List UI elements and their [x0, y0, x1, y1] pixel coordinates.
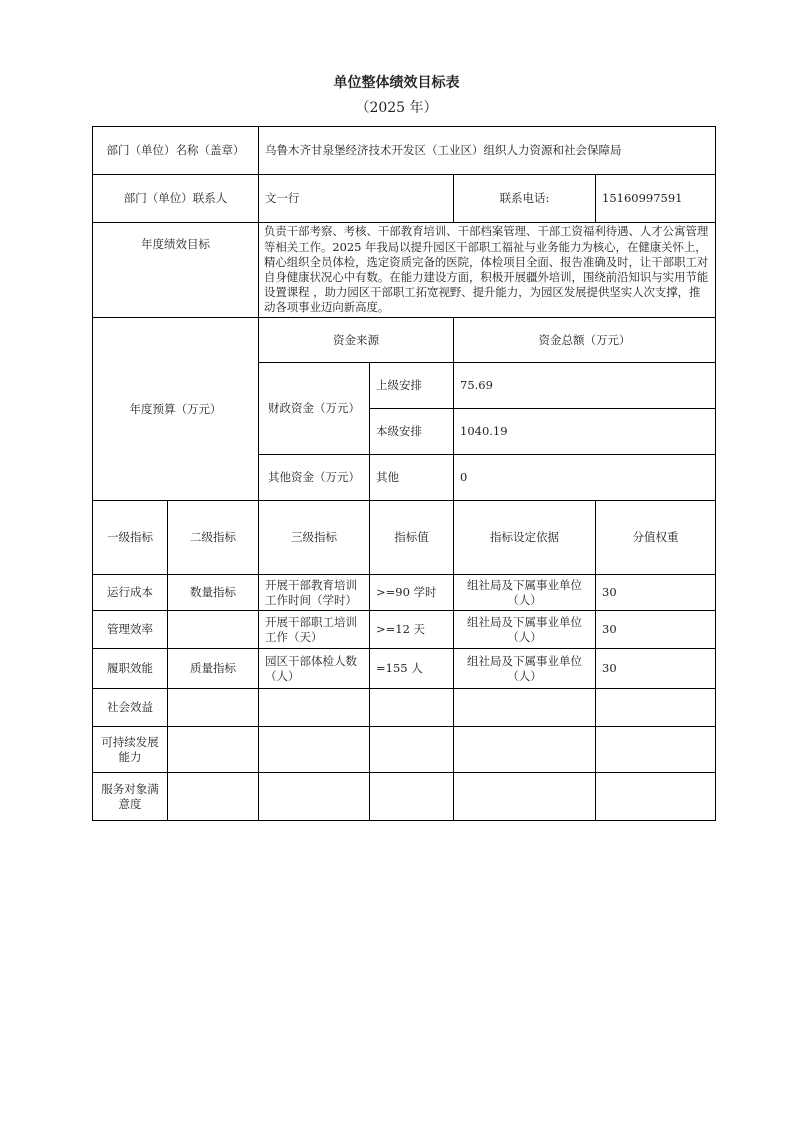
- value-cell: [370, 689, 454, 727]
- basis-cell: [454, 689, 596, 727]
- level3-cell: [259, 773, 370, 821]
- level1-cell: 服务对象满意度: [93, 773, 168, 821]
- page-subtitle-year: （2025 年）: [355, 100, 438, 116]
- indicator-header-level1: 一级指标: [93, 501, 168, 575]
- performance-target-table: [92, 126, 716, 821]
- value-cell: >=12 天: [370, 611, 454, 649]
- table-row: [93, 575, 716, 611]
- goal-label: 年度绩效目标: [93, 223, 259, 318]
- level2-cell: [168, 689, 259, 727]
- level2-cell: 质量指标: [168, 649, 259, 689]
- contact-value: 文一行: [259, 175, 454, 223]
- upper-arrangement-value: 75.69: [454, 363, 716, 409]
- fund-total-header: 资金总额（万元）: [454, 318, 716, 363]
- level2-cell: [168, 773, 259, 821]
- upper-arrangement-label: 上级安排: [370, 363, 454, 409]
- dept-value: 乌鲁木齐甘泉堡经济技术开发区（工业区）组织人力资源和社会保障局: [259, 127, 716, 175]
- dept-label: 部门（单位）名称（盖章）: [93, 127, 259, 175]
- basis-cell: [454, 773, 596, 821]
- phone-value: 15160997591: [596, 175, 716, 223]
- basis-cell: 组社局及下属事业单位（人）: [454, 611, 596, 649]
- level1-cell: 履职效能: [93, 649, 168, 689]
- indicator-header-row: [93, 501, 716, 575]
- fiscal-fund-label: 财政资金（万元）: [259, 363, 370, 455]
- level2-cell: [168, 727, 259, 773]
- basis-cell: 组社局及下属事业单位（人）: [454, 649, 596, 689]
- level2-cell: [168, 611, 259, 649]
- value-cell: >=90 学时: [370, 575, 454, 611]
- indicator-header-level3: 三级指标: [259, 501, 370, 575]
- local-arrangement-value: 1040.19: [454, 409, 716, 455]
- level2-cell: 数量指标: [168, 575, 259, 611]
- value-cell: [370, 727, 454, 773]
- table-row: [93, 689, 716, 727]
- level1-cell: 管理效率: [93, 611, 168, 649]
- weight-cell: [596, 689, 716, 727]
- indicator-header-basis: 指标设定依据: [454, 501, 596, 575]
- local-arrangement-label: 本级安排: [370, 409, 454, 455]
- level1-cell: 社会效益: [93, 689, 168, 727]
- table-row: [93, 649, 716, 689]
- contact-label: 部门（单位）联系人: [93, 175, 259, 223]
- basis-cell: [454, 727, 596, 773]
- other-fund-label: 其他资金（万元）: [259, 455, 370, 501]
- weight-cell: [596, 773, 716, 821]
- fund-source-header: 资金来源: [259, 318, 454, 363]
- basis-cell: 组社局及下属事业单位（人）: [454, 575, 596, 611]
- budget-header-row: [93, 318, 716, 363]
- level1-cell: 可持续发展能力: [93, 727, 168, 773]
- goal-row: [93, 223, 716, 318]
- indicator-header-value: 指标值: [370, 501, 454, 575]
- weight-cell: 30: [596, 611, 716, 649]
- level3-cell: 园区干部体检人数（人）: [259, 649, 370, 689]
- contact-row: [93, 175, 716, 223]
- goal-text: 负责干部考察、考核、干部教育培训、干部档案管理、干部工资福利待遇、人才公寓管理等相关工作。2025 年我局以提升园区干部职工福祉与业务能力为核心，在健康关怀上，精心组织全员体检，选定资质完备的医院，体检项目全面、报告准确及时，让干部职工对自身健康状况心中有数。在能力建设方面，积极开展疆外培训，围绕前沿知识与实用节能设置课程 ，助力园区干部职工拓宽视野、提升能力，为园区发展提供坚实人次支撑，推动各项事业迈向新高度。: [259, 223, 716, 318]
- weight-cell: 30: [596, 649, 716, 689]
- indicator-header-level2: 二级指标: [168, 501, 259, 575]
- indicator-header-weight: 分值权重: [596, 501, 716, 575]
- level3-cell: [259, 689, 370, 727]
- table-row: [93, 727, 716, 773]
- phone-label: 联系电话:: [454, 175, 596, 223]
- value-cell: =155 人: [370, 649, 454, 689]
- level1-cell: 运行成本: [93, 575, 168, 611]
- budget-label: 年度预算（万元）: [93, 318, 259, 501]
- value-cell: [370, 773, 454, 821]
- weight-cell: [596, 727, 716, 773]
- level3-cell: 开展干部职工培训工作（天）: [259, 611, 370, 649]
- table-row: [93, 773, 716, 821]
- dept-row: [93, 127, 716, 175]
- level3-cell: 开展干部教育培训工作时间（学时）: [259, 575, 370, 611]
- other-fund-value: 0: [454, 455, 716, 501]
- table-row: [93, 611, 716, 649]
- page-title: 单位整体绩效目标表: [333, 75, 460, 91]
- level3-cell: [259, 727, 370, 773]
- weight-cell: 30: [596, 575, 716, 611]
- other-fund-sub-label: 其他: [370, 455, 454, 501]
